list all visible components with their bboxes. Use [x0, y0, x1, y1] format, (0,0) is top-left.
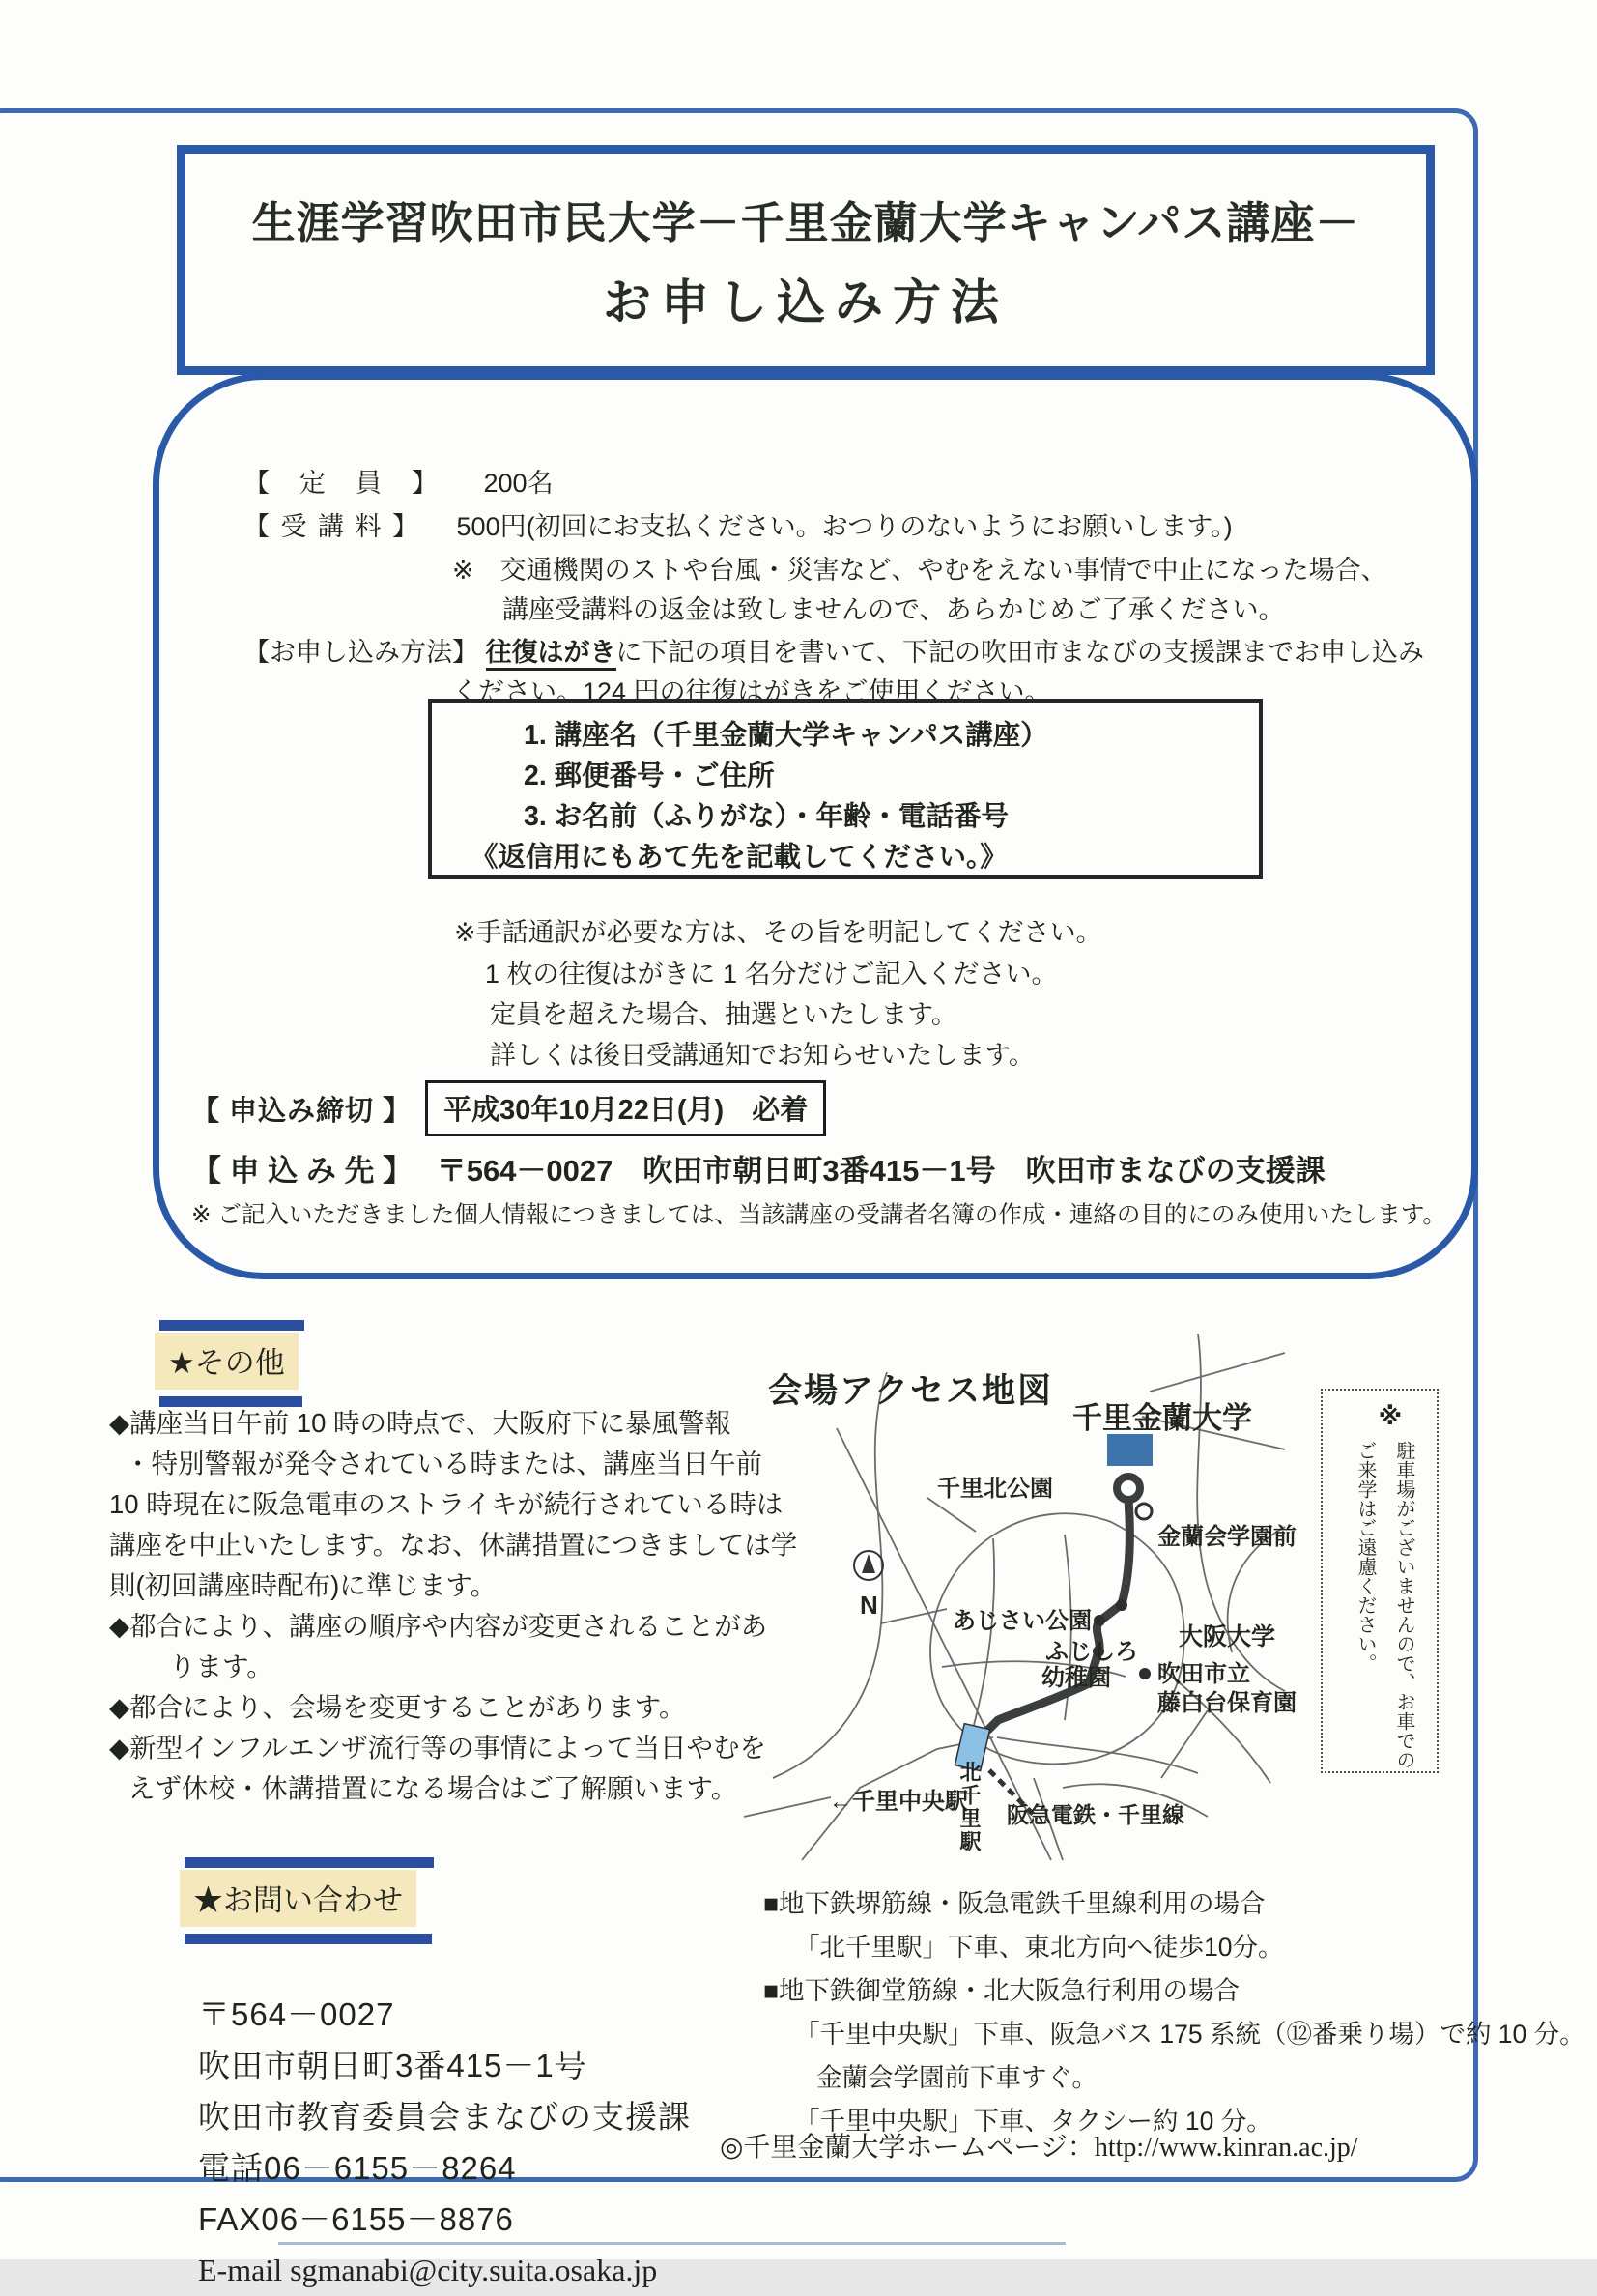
parking-note-line: ご来学はご遠慮ください。	[1355, 1441, 1376, 1673]
contact-header-label: ★お問い合わせ	[193, 1883, 403, 1917]
map-dot	[1116, 1599, 1127, 1611]
university-label: 千里金蘭大学	[1072, 1401, 1252, 1435]
parking-note-mark: ※	[1378, 1403, 1402, 1430]
method-text-2: ください。124 円の往復はがきをご使用ください。	[452, 677, 1051, 706]
parking-note-box	[1321, 1389, 1439, 1773]
access-route2-line: 金蘭会学園前下車すぐ。	[816, 2063, 1098, 2092]
contact-phone: 電話06－6155－8264	[198, 2150, 517, 2186]
address-row	[191, 1146, 1326, 1190]
parking-note-line: 駐車場がございませんので、お車での	[1393, 1441, 1414, 1769]
header-body	[180, 1870, 416, 1927]
contact-block	[198, 1989, 691, 2296]
postcard-item: 1. 講座名（千里金蘭大学キャンパス講座）	[524, 720, 1048, 751]
kindergarten-label-2: 幼稚園	[1041, 1665, 1111, 1691]
railway-label: 阪急電鉄・千里線	[1007, 1802, 1184, 1827]
other-note-line: 10 時現在に阪急電車のストライキが続行されている時は	[109, 1489, 784, 1519]
kindergarten-label-1: ふじしろ	[1045, 1639, 1138, 1665]
bus-stop-label: 金蘭会学園前	[1157, 1524, 1297, 1550]
note-notice: 詳しくは後日受講通知でお知らせいたします。	[490, 1041, 1036, 1070]
other-note-line: ◆都合により、講座の順序や内容が変更されることがあ	[109, 1611, 768, 1641]
fee-value: 500円(初回にお支払ください。おつりのないようにお願いします。)	[456, 512, 1233, 541]
contact-postcode: 〒564－0027	[198, 1996, 395, 2032]
ajisai-park-label: あじさい公園	[953, 1608, 1092, 1634]
kita-senri-station-label: 北千里駅	[957, 1761, 982, 1853]
postcard-item: 《返信用にもあて先を記載してください。》	[471, 842, 1008, 873]
note-sign-language: ※手話通訳が必要な方は、その旨を明記してください。	[454, 918, 1102, 947]
method-label: 【お申し込み方法】	[243, 638, 478, 667]
header-bar-top	[185, 1857, 434, 1868]
capacity-label: 【 定 員 】	[243, 469, 440, 498]
header-bar-top	[159, 1320, 304, 1331]
deadline-label: 【 申込み締切 】	[191, 1095, 413, 1127]
deadline-row	[191, 1080, 826, 1136]
other-header-label: ★その他	[168, 1346, 285, 1380]
page-subtitle: お申し込み方法	[603, 274, 1009, 330]
compass-n-label: N	[860, 1591, 878, 1620]
access-route2-line: 「千里中央駅」下車、阪急バス 175 系統（⑫番乗り場）で約 10 分。	[794, 2020, 1585, 2049]
university-homepage: ◎千里金蘭大学ホームページ：http://www.kinran.ac.jp/	[720, 2133, 1358, 2163]
other-note-line: えず休校・休講措置になる場合はご了解願います。	[128, 1773, 738, 1803]
fee-note-1: ※ 交通機関のストや台風・災害など、やむをえない事情で中止になった場合、	[452, 556, 1387, 585]
other-note-line: 講座を中止いたします。なお、休講措置につきましては学	[109, 1530, 798, 1560]
privacy-note: ※ ご記入いただきました個人情報につきましては、当該講座の受講者名簿の作成・連絡の目的にのみ使用いたします。	[191, 1202, 1446, 1228]
other-notes-list	[109, 1403, 798, 1809]
fee-label: 【 受 講 料 】	[243, 512, 421, 541]
transit-access-block	[763, 1882, 1585, 2143]
chuo-station-label: ←千里中央駅	[829, 1789, 968, 1815]
contact-address: 吹田市朝日町3番415－1号	[198, 2048, 587, 2083]
bus-stop-marker	[1136, 1504, 1152, 1519]
nursery-label-2: 藤白台保育園	[1157, 1690, 1297, 1716]
other-note-line: ◆講座当日午前 10 時の時点で、大阪府下に暴風警報	[109, 1408, 731, 1438]
contact-email: E-mail sgmanabi@city.suita.osaka.jp	[198, 2253, 658, 2287]
method-row	[243, 631, 1424, 669]
university-building	[1107, 1434, 1153, 1466]
osaka-univ-label: 大阪大学	[1179, 1623, 1276, 1650]
method-emphasis: 往復はがき	[486, 638, 616, 671]
university-entrance-marker	[1117, 1477, 1140, 1500]
capacity-value: 200名	[483, 469, 554, 498]
note-lottery: 定員を超えた場合、抽選といたします。	[490, 1000, 957, 1029]
contact-department: 吹田市教育委員会まなびの支援課	[198, 2099, 691, 2135]
page-title: 生涯学習吹田市民大学－千里金蘭大学キャンパス講座－	[251, 197, 1360, 247]
other-note-line: ・特別警報が発令されている時または、講座当日午前	[125, 1449, 762, 1478]
fee-note-2: 講座受講料の返金は致しませんので、あらかじめご了承ください。	[502, 595, 1285, 624]
map-dot	[1139, 1668, 1151, 1679]
deadline-value: 平成30年10月22日(月) 必着	[425, 1080, 826, 1136]
access-route2-line: 「千里中央駅」下車、タクシー約 10 分。	[794, 2107, 1272, 2136]
postcard-items-box	[428, 699, 1263, 879]
parking-note-text	[1346, 1441, 1423, 1769]
postcard-item: 2. 郵便番号・ご住所	[524, 761, 775, 791]
header-body	[155, 1333, 299, 1390]
park-label: 千里北公園	[937, 1476, 1053, 1502]
access-route1-header: ■地下鉄堺筋線・阪急電鉄千里線利用の場合	[763, 1889, 1266, 1918]
access-route2-header: ■地下鉄御堂筋線・北大阪急行利用の場合	[763, 1976, 1241, 2005]
other-note-line: 則(初回講座時配布)に準じます。	[109, 1570, 498, 1600]
postcard-item: 3. お名前（ふりがな）・年齢・電話番号	[524, 801, 1009, 832]
title-box	[177, 145, 1435, 375]
other-note-line: ◆新型インフルエンザ流行等の事情によって当日やむを	[109, 1733, 767, 1763]
nursery-label-1: 吹田市立	[1157, 1661, 1250, 1687]
other-note-line: ◆都合により、会場を変更することがあります。	[109, 1692, 686, 1722]
fee-row	[243, 505, 1233, 543]
capacity-row	[243, 462, 554, 500]
other-note-line: ります。	[169, 1651, 273, 1681]
compass-needle	[862, 1554, 875, 1573]
access-route1-line: 「北千里駅」下車、東北方向へ徒歩10分。	[794, 1933, 1284, 1962]
note-one-per-card: 1 枚の往復はがきに 1 名分だけご記入ください。	[485, 960, 1058, 989]
method-text: に下記の項目を書いて、下記の吹田市まなびの支援課までお申し込み	[615, 638, 1424, 667]
map-title: 会場アクセス地図	[768, 1372, 1053, 1410]
other-section-header	[155, 1320, 304, 1407]
address-value: 〒564－0027 吹田市朝日町3番415－1号 吹田市まなびの支援課	[436, 1154, 1326, 1188]
contact-fax: FAX06－6155－8876	[198, 2201, 514, 2237]
header-bar-bottom	[185, 1934, 432, 1944]
address-label: 【 申 込 み 先 】	[191, 1154, 414, 1188]
map-dot	[1094, 1615, 1105, 1626]
contact-section-header	[180, 1857, 434, 1944]
